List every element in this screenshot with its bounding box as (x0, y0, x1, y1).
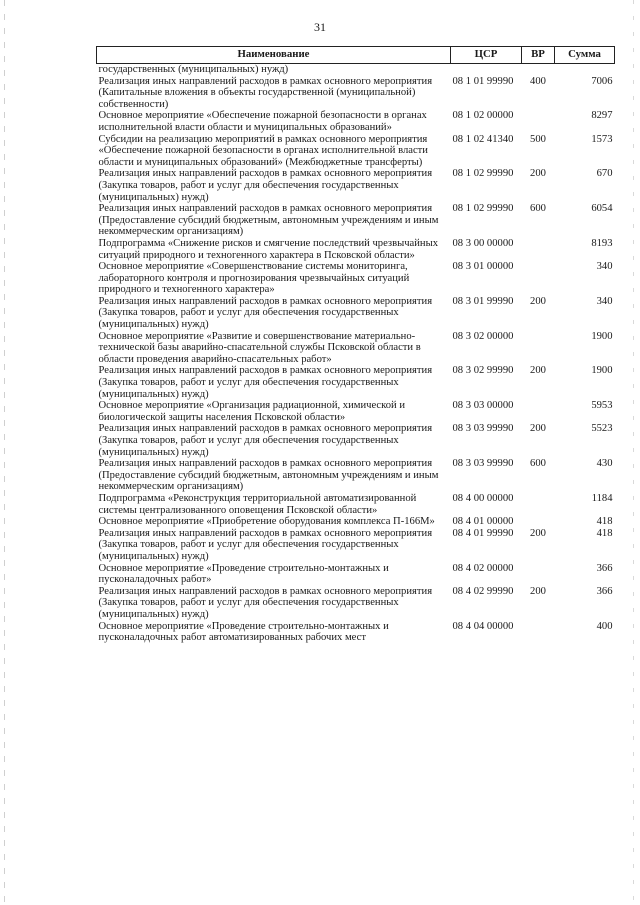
cell-vr (522, 493, 555, 516)
table-row (97, 493, 615, 516)
cell-csr: 08 3 01 00000 (452, 261, 514, 273)
cell-sum: 1184 (591, 492, 613, 504)
cell-csr: 08 3 00 00000 (452, 237, 514, 249)
cell-sum: 1900 (591, 365, 613, 377)
table-row (97, 261, 615, 296)
table-row (97, 134, 615, 169)
cell-sum: 8193 (591, 237, 613, 249)
cell-sum: 340 (596, 295, 613, 307)
cell-name: Основное мероприятие «Проведение строительно-монтажных и пусконаладочных работ автоматизированных рабочих мест (98, 620, 389, 644)
budget-table (96, 46, 615, 644)
cell-csr: 08 1 02 99990 (452, 203, 514, 215)
page-number: 31 (314, 20, 326, 34)
cell-sum: 6054 (591, 203, 613, 215)
cell-name: Основное мероприятие «Проведение строительно-монтажных и пусконаладочных работ» (98, 562, 389, 586)
cell-vr (522, 516, 555, 528)
cell-name: Основное мероприятие «Приобретение оборудования комплекса П-166М» (98, 516, 435, 528)
cell-csr: 08 4 00 00000 (452, 492, 514, 504)
cell-vr: 200 (530, 365, 546, 377)
cell-csr: 08 1 02 41340 (452, 133, 514, 145)
header-csr: ЦСР (451, 47, 522, 64)
cell-vr (522, 563, 555, 586)
cell-csr: 08 1 01 99990 (452, 75, 514, 87)
table-header (97, 47, 615, 64)
cell-vr: 200 (530, 585, 546, 597)
table-row (97, 621, 615, 644)
cell-name: Реализация иных направлений расходов в рамках основного мероприятия (Закупка товаров, работ и услуг для обеспечения государственных (муниципальных) нужд) (98, 527, 433, 562)
table-row (97, 563, 615, 586)
cell-sum: 366 (596, 562, 613, 574)
cell-name: Реализация иных направлений расходов в рамках основного мероприятия (Закупка товаров, работ и услуг для обеспечения государственных (муниципальных) нужд) (98, 365, 433, 400)
cell-sum: 418 (596, 516, 613, 528)
header-vr: ВР (522, 47, 555, 64)
cell-name: государственных (муниципальных) нужд) (98, 64, 289, 75)
cell-vr: 200 (530, 295, 546, 307)
scan-edge-right (633, 0, 634, 905)
table-row (97, 586, 615, 621)
scan-edge-left (4, 0, 5, 905)
cell-name: Подпрограмма «Снижение рисков и смягчение последствий чрезвычайных ситуаций природного и техногенного характера в Псковской области» (98, 237, 439, 261)
cell-name: Основное мероприятие «Обеспечение пожарной безопасности в органах исполнительной власти области и муниципальных образований» (98, 110, 427, 133)
cell-name: Реализация иных направлений расходов в рамках основного мероприятия (Предоставление субсидий бюджетным, автономным учреждениям и иным некоммерческим организациям) (98, 458, 439, 493)
table-row (97, 238, 615, 261)
cell-sum: 8297 (591, 110, 613, 122)
cell-sum: 430 (596, 458, 613, 470)
cell-vr (522, 238, 555, 261)
table-row (97, 168, 615, 203)
table-row (97, 528, 615, 563)
table-row (97, 203, 615, 238)
cell-name: Реализация иных направлений расходов в рамках основного мероприятия (Закупка товаров, работ и услуг для обеспечения государственных (муниципальных) нужд) (98, 585, 433, 620)
cell-csr: 08 3 01 99990 (452, 295, 514, 307)
cell-csr: 08 3 03 99990 (452, 458, 514, 470)
cell-csr: 08 4 02 00000 (452, 562, 514, 574)
cell-csr: 08 4 04 00000 (452, 620, 514, 632)
cell-vr (522, 64, 555, 76)
cell-name: Реализация иных направлений расходов в рамках основного мероприятия (Капитальные вложения в объекты государственной (муниципальной) собственности) (98, 75, 433, 110)
cell-sum: 418 (596, 527, 613, 539)
cell-csr: 08 3 02 99990 (452, 365, 514, 377)
cell-vr: 600 (530, 458, 546, 470)
cell-vr: 200 (530, 527, 546, 539)
table-row (97, 400, 615, 423)
cell-csr: 08 1 02 00000 (452, 110, 514, 122)
table-row (97, 516, 615, 528)
cell-name: Основное мероприятие «Организация радиационной, химической и биологической защиты населения Псковской области» (98, 400, 406, 423)
cell-vr: 600 (530, 203, 546, 215)
cell-vr: 400 (530, 75, 546, 87)
cell-sum: 1900 (591, 330, 613, 342)
cell-sum: 366 (596, 585, 613, 597)
cell-sum: 7006 (591, 75, 613, 87)
cell-name: Реализация иных направлений расходов в рамках основного мероприятия (Закупка товаров, работ и услуг для обеспечения государственных (муниципальных) нужд) (98, 423, 433, 458)
cell-name: Реализация иных направлений расходов в рамках основного мероприятия (Закупка товаров, работ и услуг для обеспечения государственных (муниципальных) нужд) (98, 295, 433, 331)
cell-name: Субсидии на реализацию мероприятий в рамках основного мероприятия «Обеспечение пожарной безопасности в органах исполнительной власти области и муниципальных образований» (Межбюджетные трансферты) (98, 133, 428, 168)
cell-vr (522, 621, 555, 644)
cell-name: Реализация иных направлений расходов в рамках основного мероприятия (Закупка товаров, работ и услуг для обеспечения государственных (муниципальных) нужд) (98, 168, 433, 203)
cell-vr: 500 (530, 133, 546, 145)
table-row (97, 296, 615, 331)
header-row (97, 47, 615, 64)
cell-csr: 08 1 02 99990 (452, 168, 514, 180)
table-row (97, 331, 615, 366)
cell-vr (522, 110, 555, 133)
table-row (97, 64, 615, 76)
cell-csr: 08 4 02 99990 (452, 585, 514, 597)
cell-sum: 400 (596, 620, 613, 632)
header-sum: Сумма (555, 47, 615, 64)
table-row (97, 458, 615, 493)
table-row (97, 423, 615, 458)
table-row (97, 76, 615, 111)
header-name: Наименование (97, 47, 451, 64)
cell-name: Основное мероприятие «Совершенствование системы мониторинга, лабораторного контроля и прогнозирования чрезвычайных ситуаций природного и техногенного характера» (98, 261, 410, 296)
table-row (97, 110, 615, 133)
cell-sum: 5523 (591, 423, 613, 435)
cell-csr: 08 3 02 00000 (452, 330, 514, 342)
cell-sum (555, 64, 615, 76)
cell-sum: 1573 (591, 133, 613, 145)
cell-csr: 08 4 01 00000 (452, 516, 514, 528)
cell-csr: 08 3 03 99990 (452, 423, 514, 435)
cell-vr (522, 331, 555, 366)
cell-name: Реализация иных направлений расходов в рамках основного мероприятия (Предоставление субсидий бюджетным, автономным учреждениям и иным некоммерческим организациям) (98, 203, 439, 238)
cell-vr: 200 (530, 423, 546, 435)
cell-vr (522, 400, 555, 423)
cell-name: Подпрограмма «Реконструкция территориальной автоматизированной системы централизованного оповещения Псковской области» (98, 492, 417, 516)
cell-sum: 670 (596, 168, 613, 180)
cell-csr: 08 4 01 99990 (452, 527, 514, 539)
cell-name: Основное мероприятие «Развитие и совершенствование материально-технической базы аварийно-спасательной службы Псковской области в области проведения аварийно-спасательных работ» (98, 330, 421, 365)
table-body (97, 64, 615, 644)
cell-csr (451, 64, 522, 76)
cell-vr: 200 (530, 168, 546, 180)
cell-csr: 08 3 03 00000 (452, 400, 514, 412)
cell-sum: 5953 (591, 400, 613, 412)
cell-sum: 340 (596, 261, 613, 273)
cell-vr (522, 261, 555, 296)
table-row (97, 365, 615, 400)
